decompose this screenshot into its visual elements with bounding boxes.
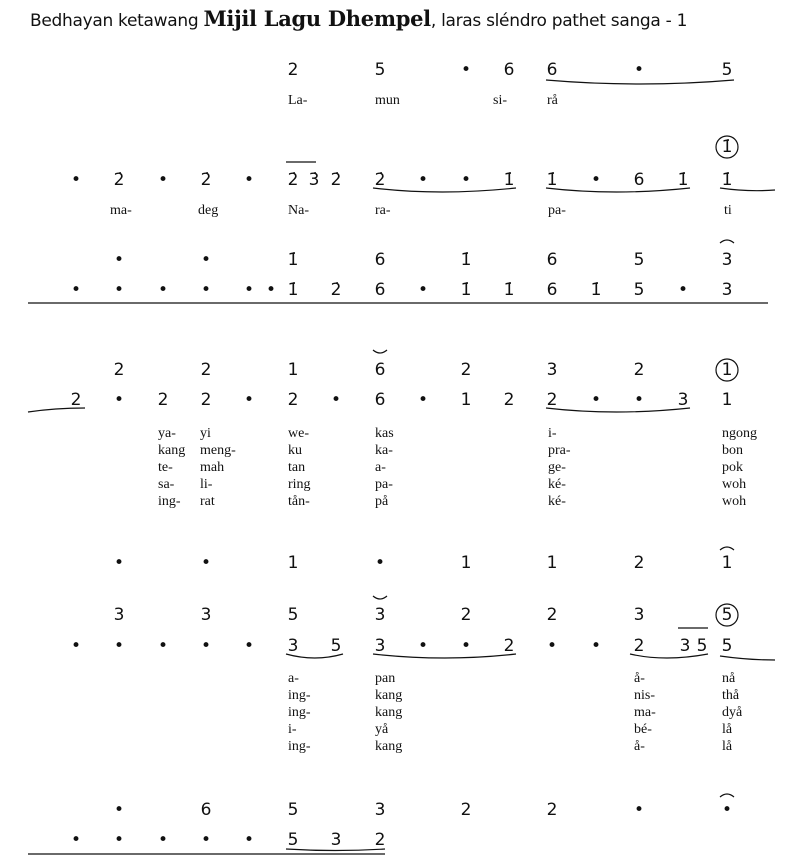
note: 1 — [721, 390, 733, 410]
lyric: i- — [288, 722, 297, 737]
lyric: ti — [724, 203, 732, 218]
note: 3 — [677, 390, 689, 410]
note: 2̇ — [113, 170, 125, 190]
note: 5 — [374, 60, 386, 80]
lyric: pan — [375, 671, 396, 686]
lyric: Na- — [288, 203, 309, 218]
note: 2 — [546, 800, 558, 820]
note: 1̇ — [287, 250, 299, 270]
lyric: tån- — [288, 494, 310, 509]
note: 6 — [503, 60, 515, 80]
note: 2 — [633, 553, 645, 573]
lyric: ing- — [288, 705, 311, 720]
lyric: kang — [375, 739, 403, 754]
lyric: ma- — [110, 203, 132, 218]
note: 1 — [721, 553, 733, 573]
note: 3 — [374, 800, 386, 820]
note: 3 — [721, 250, 733, 270]
lyric: yi — [200, 426, 211, 441]
note: 3̇ — [308, 170, 320, 190]
lyric: på — [375, 494, 389, 509]
lyric: i- — [548, 426, 557, 441]
note: 6 — [633, 170, 645, 190]
note: • — [113, 636, 125, 656]
note: 2̇ — [330, 280, 342, 300]
note: • — [633, 390, 645, 410]
lyric: si- — [493, 93, 507, 108]
lyric: deg — [198, 203, 219, 218]
note: • — [70, 170, 82, 190]
note: • — [417, 170, 429, 190]
note: 2 — [70, 390, 82, 410]
lyric: kang — [375, 688, 403, 703]
lyric: woh — [722, 477, 747, 492]
lyric: bé- — [634, 722, 652, 737]
note: 1̇ — [721, 170, 733, 190]
slur — [546, 408, 690, 412]
lyric: kas — [375, 426, 394, 441]
note: 2 — [503, 636, 515, 656]
note: • — [721, 800, 733, 820]
note: • — [200, 830, 212, 850]
slur — [720, 656, 775, 660]
note: 3 — [633, 605, 645, 625]
gong-circle — [716, 359, 738, 381]
note: 1̇ — [677, 170, 689, 190]
note: 1 — [287, 360, 299, 380]
note: 3 — [721, 280, 733, 300]
note: • — [113, 800, 125, 820]
note: 6 — [374, 250, 386, 270]
page-title: Bedhayan ketawang Mijil Lagu Dhempel, laras sléndro pathet sanga - 1 — [30, 6, 688, 31]
note: 5 — [721, 60, 733, 80]
note: 6 — [200, 800, 212, 820]
slur — [546, 80, 734, 84]
note: 2 — [157, 390, 169, 410]
note: • — [113, 830, 125, 850]
note: • — [113, 250, 125, 270]
note: • — [590, 390, 602, 410]
note: 1̇ — [546, 170, 558, 190]
note: 2 — [633, 636, 645, 656]
lyric: li- — [200, 477, 213, 492]
note: • — [460, 636, 472, 656]
note: 5 — [721, 636, 733, 656]
note: 2 — [200, 390, 212, 410]
note: • — [243, 390, 255, 410]
note: 3 — [200, 605, 212, 625]
circumflex — [720, 794, 734, 797]
lyric: pra- — [548, 443, 571, 458]
lyric: ring — [288, 477, 311, 492]
note: 1 — [460, 390, 472, 410]
note: 2 — [200, 360, 212, 380]
note: • — [677, 280, 689, 300]
lyric: ké- — [548, 494, 566, 509]
note: 3 — [374, 605, 386, 625]
lyric: ma- — [634, 705, 656, 720]
lyric: ge- — [548, 460, 566, 475]
note: • — [265, 280, 277, 300]
slur — [720, 188, 775, 191]
note: 6 — [374, 360, 386, 380]
lyric: La- — [288, 93, 308, 108]
note: 2̇ — [374, 170, 386, 190]
lyric: ku — [288, 443, 302, 458]
breve — [373, 596, 387, 599]
note: 5 — [633, 280, 645, 300]
note: 2 — [546, 390, 558, 410]
note: 5 — [330, 636, 342, 656]
note: • — [546, 636, 558, 656]
note: 6 — [546, 250, 558, 270]
note: 1̇ — [503, 170, 515, 190]
slur — [546, 188, 690, 192]
gong-note: 1̇ — [721, 137, 733, 157]
lyric: kang — [158, 443, 186, 458]
note: 1 — [287, 553, 299, 573]
note: 1̇ — [460, 250, 472, 270]
note: 3 — [374, 636, 386, 656]
lyric: å- — [634, 671, 645, 686]
note: • — [417, 390, 429, 410]
lyric: ké- — [548, 477, 566, 492]
note: 2̇ — [287, 170, 299, 190]
slur — [373, 188, 516, 192]
note: 2̇ — [200, 170, 212, 190]
note: 5 — [696, 636, 708, 656]
note: • — [70, 280, 82, 300]
note: 2 — [287, 60, 299, 80]
note: • — [200, 636, 212, 656]
note: 2 — [503, 390, 515, 410]
note: • — [417, 280, 429, 300]
lyric: tan — [288, 460, 306, 475]
note: 2 — [633, 360, 645, 380]
note: 6 — [374, 390, 386, 410]
lyric: pa- — [548, 203, 566, 218]
note: 1̇ — [503, 280, 515, 300]
note: • — [590, 636, 602, 656]
note: 1̇ — [287, 280, 299, 300]
note: 2 — [374, 830, 386, 850]
note: 6 — [374, 280, 386, 300]
note: 3 — [679, 636, 691, 656]
note: • — [633, 60, 645, 80]
circumflex — [720, 240, 734, 243]
note: 5 — [287, 605, 299, 625]
note: 1̇ — [460, 280, 472, 300]
note: • — [243, 170, 255, 190]
note: • — [157, 280, 169, 300]
lyric: mah — [200, 460, 225, 475]
lyric: nå — [722, 671, 736, 686]
note: • — [460, 170, 472, 190]
lyric: ka- — [375, 443, 393, 458]
lyric: nis- — [634, 688, 655, 703]
breve — [373, 350, 387, 353]
note: • — [113, 390, 125, 410]
lyric: a- — [375, 460, 386, 475]
lyric: a- — [288, 671, 299, 686]
note: 2 — [546, 605, 558, 625]
circumflex — [720, 547, 734, 550]
note: 3 — [330, 830, 342, 850]
lyric: pok — [722, 460, 743, 475]
note: 3 — [546, 360, 558, 380]
lyric: yå — [375, 722, 389, 737]
note: • — [243, 830, 255, 850]
note: 2̇ — [330, 170, 342, 190]
note: 2 — [287, 390, 299, 410]
slur — [286, 849, 385, 851]
note: 5 — [287, 800, 299, 820]
note: • — [374, 553, 386, 573]
lyric: ya- — [158, 426, 176, 441]
note: • — [330, 390, 342, 410]
note: 1 — [546, 553, 558, 573]
note: • — [70, 636, 82, 656]
note: 6 — [546, 280, 558, 300]
lyric: kang — [375, 705, 403, 720]
note: • — [157, 636, 169, 656]
note: • — [200, 553, 212, 573]
gong-circle — [716, 604, 738, 626]
note: 2 — [460, 605, 472, 625]
note: • — [200, 280, 212, 300]
lyric: å- — [634, 739, 645, 754]
note: 3 — [113, 605, 125, 625]
note: • — [243, 280, 255, 300]
note: • — [243, 636, 255, 656]
lyric: meng- — [200, 443, 236, 458]
gong-note: 1 — [721, 360, 733, 380]
slur — [28, 408, 85, 412]
slur — [373, 654, 516, 658]
note: 1 — [460, 553, 472, 573]
lyric: sa- — [158, 477, 175, 492]
lyric: dyå — [722, 705, 743, 720]
note: 2 — [113, 360, 125, 380]
slur — [286, 654, 343, 658]
lyric: lå — [722, 739, 733, 754]
note: • — [113, 553, 125, 573]
gong-circle — [716, 136, 738, 158]
lyric: ra- — [375, 203, 391, 218]
note: 5 — [287, 830, 299, 850]
lyric: ing- — [158, 494, 181, 509]
note: • — [460, 60, 472, 80]
lyric: rå — [547, 93, 558, 108]
note: 6 — [546, 60, 558, 80]
lyric: mun — [375, 93, 400, 108]
lyric: te- — [158, 460, 173, 475]
note: • — [157, 170, 169, 190]
slur — [630, 654, 708, 658]
lyric: pa- — [375, 477, 393, 492]
note: 5 — [633, 250, 645, 270]
lyric: we- — [288, 426, 309, 441]
note: • — [200, 250, 212, 270]
lyric: thå — [722, 688, 740, 703]
lyric: ing- — [288, 688, 311, 703]
note: • — [113, 280, 125, 300]
note: 2 — [460, 360, 472, 380]
note: 3 — [287, 636, 299, 656]
note: 1̇ — [590, 280, 602, 300]
lyric: rat — [200, 494, 215, 509]
lyric: bon — [722, 443, 743, 458]
note: • — [590, 170, 602, 190]
lyric: ngong — [722, 426, 757, 441]
note: • — [417, 636, 429, 656]
note: • — [70, 830, 82, 850]
lyric: ing- — [288, 739, 311, 754]
note: • — [633, 800, 645, 820]
lyric: woh — [722, 494, 747, 509]
gong-note: 5 — [721, 605, 733, 625]
note: • — [157, 830, 169, 850]
lyric: lå — [722, 722, 733, 737]
note: 2 — [460, 800, 472, 820]
